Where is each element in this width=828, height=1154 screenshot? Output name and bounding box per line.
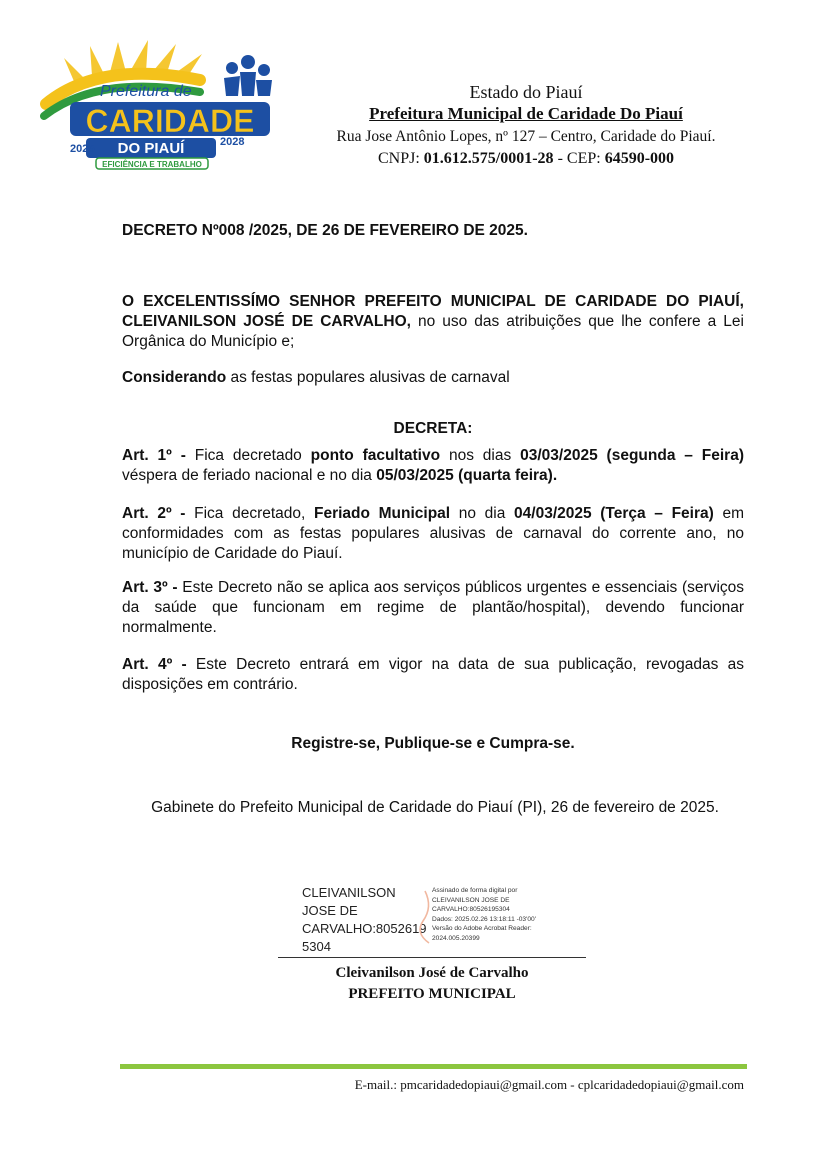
logo-sub-text: DO PIAUÍ: [117, 140, 185, 157]
prefecture-address: Rua Jose Antônio Lopes, nº 127 – Centro, Caridade do Piauí.: [336, 128, 716, 145]
logo-top-text: Prefeitura de: [100, 83, 192, 100]
article-1: Art. 1º - Fica decretado ponto facultativo nos dias 03/03/2025 (segunda – Feira) véspera de feriado nacional e no dia 05/03/2025 (quarta feira).: [122, 447, 744, 484]
signature-line: [278, 957, 586, 958]
cep-value: 64590-000: [604, 150, 675, 167]
article-2: Art. 2º - Fica decretado, Feriado Municipal no dia 04/03/2025 (Terça – Feira) em conformidades com as festas populares alusivas de carnaval do corrente ano, no município de Caridade do Piauí.: [122, 505, 744, 562]
considering-rest: as festas populares alusivas de carnaval: [226, 369, 510, 386]
considering-bold: Considerando: [122, 369, 227, 386]
decreta-heading: DECRETA:: [393, 420, 473, 437]
cnpj-line: [296, 148, 756, 170]
art2-label: Art. 2º -: [122, 505, 186, 522]
cnpj-label: CNPJ:: [377, 150, 424, 167]
signatory-role: PREFEITO MUNICIPAL: [348, 986, 516, 1002]
cnpj-value: 01.612.575/0001-28: [423, 150, 554, 167]
footer-email: E-mail.: pmcaridadedopiaui@gmail.com - cplcaridadedopiaui@gmail.com: [354, 1077, 744, 1092]
logo-year-start: 2025: [70, 143, 95, 155]
prefecture-name: Prefeitura Municipal de Caridade Do Piauí: [369, 104, 683, 123]
art1-label: Art. 1º -: [122, 447, 186, 464]
art4-label: Art. 4º -: [122, 656, 187, 673]
digital-signature-info: Assinado de forma digital por CLEIVANILSON JOSE DE CARVALHO:80526195304 Dados: 2025.02.26 13:18:11 -03'00' Versão do Adobe Acrobat Reader: 2024.005.20399: [432, 887, 536, 942]
decree-intro: [122, 292, 744, 352]
intro-rest: no uso das atribuições que lhe confere a Lei Orgânica do Município e;: [122, 313, 744, 350]
place-date: Gabinete do Prefeito Municipal de Caridade do Piauí (PI), 26 de fevereiro de 2025.: [151, 799, 719, 816]
cep-label: - CEP:: [553, 150, 605, 167]
article-4: Art. 4º - Este Decreto entrará em vigor na data de sua publicação, revogadas as disposições em contrário.: [122, 656, 744, 693]
logo-main-text: CARIDADE: [85, 103, 255, 139]
logo-slogan: EFICIÊNCIA E TRABALHO: [102, 160, 202, 169]
decree-title: DECRETO Nº008 /2025, DE 26 DE FEVEREIRO DE 2025.: [122, 222, 528, 239]
digital-signature-name: CLEIVANILSON JOSE DE CARVALHO:8052619 5304: [302, 885, 427, 954]
intro-bold: O EXCELENTISSÍMO SENHOR PREFEITO MUNICIPAL DE CARIDADE DO PIAUÍ, CLEIVANILSON JOSÉ DE CARVALHO,: [122, 293, 744, 330]
closing-formula: Registre-se, Publique-se e Cumpra-se.: [291, 735, 575, 752]
state-name: Estado do Piauí: [469, 82, 583, 102]
logo-year-end: 2028: [220, 136, 245, 148]
document-header: [296, 82, 756, 170]
footer-divider: [120, 1064, 747, 1069]
signatory: [278, 963, 586, 1005]
signatory-name: Cleivanilson José de Carvalho: [335, 965, 529, 981]
prefecture-logo: [40, 34, 280, 174]
considering-paragraph: [122, 368, 744, 388]
article-3: Art. 3º - Este Decreto não se aplica aos serviços públicos urgentes e essenciais (serviços da saúde que funcionam em regime de plantão/hospital), devendo funcionar normalmente.: [122, 579, 745, 636]
art3-label: Art. 3º -: [122, 579, 178, 596]
people-icon: [224, 55, 272, 96]
